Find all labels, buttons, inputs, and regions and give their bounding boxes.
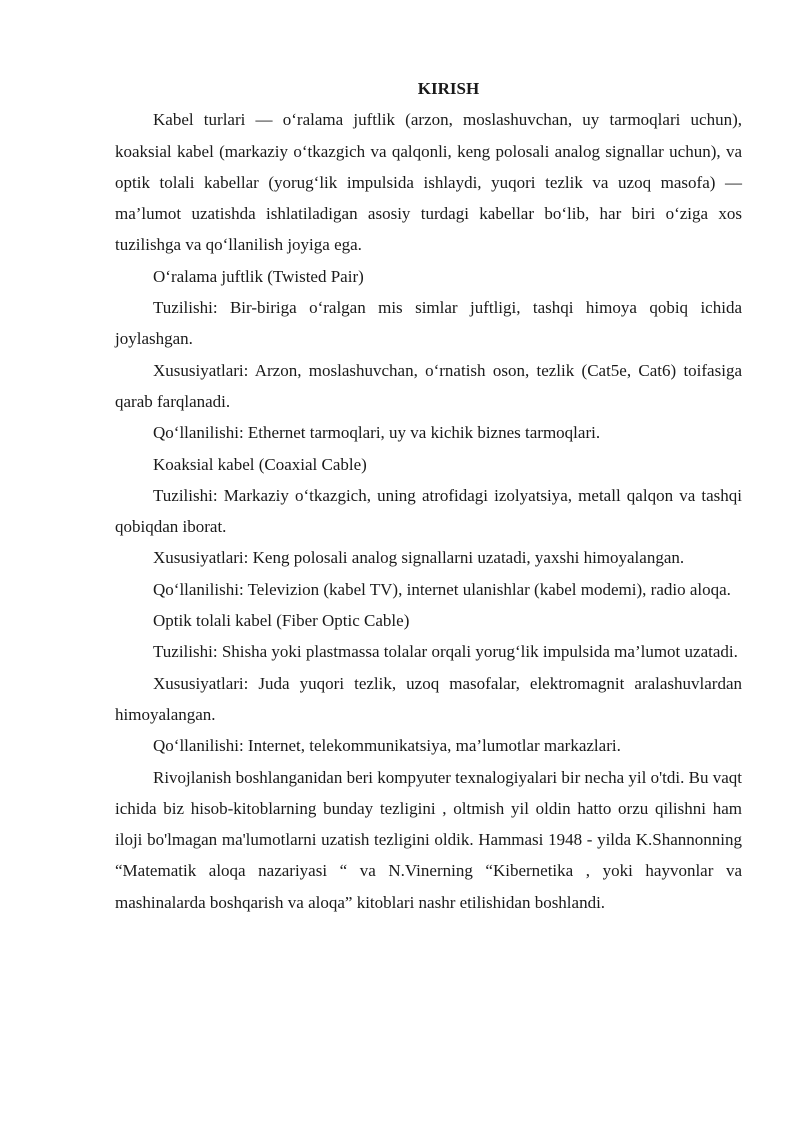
fiber-optic-usage: Qo‘llanilishi: Internet, telekommunikatsiya, ma’lumotlar markazlari. (153, 736, 621, 756)
history-paragraph: Rivojlanish boshlanganidan beri kompyuter texnalogiyalari bir necha yil o'tdi. Bu vaqt ichida biz hisob-kitoblarning bunday tezligini , oltmish yil oldin hatto orzu qilishni ham iloji bo'lmagan ma'lumotlarni uzatish tezligini oldik. Hammasi 1948 - yilda K.Shannonning “Matematik aloqa nazariyasi “ va N.Vinerning “Kibernetika , yoki hayvonlar va mashinalarda boshqarish va aloqa” kitoblari nashr etilishidan boshlandi. (115, 767, 742, 912)
section-heading-twisted-pair: O‘ralama juftlik (Twisted Pair) (153, 266, 364, 286)
intro-paragraph: Kabel turlari — o‘ralama juftlik (arzon, moslashuvchan, uy tarmoqlari uchun), koaksial kabel (markaziy o‘tkazgich va qalqonli, keng polosali analog signallar uchun), va optik tolali kabellar (yorug‘lik impulsida ishlaydi, yuqori tezlik va uzoq masofa) — ma’lumot uzatishda ishlatiladigan asosiy turdagi kabellar bo‘lib, har biri o‘ziga xos tuzilishga va qo‘llanilish joyiga ega. (115, 110, 742, 255)
coaxial-features: Xususiyatlari: Keng polosali analog signallarni uzatadi, yaxshi himoyalangan. (153, 548, 685, 568)
fiber-optic-features: Xususiyatlari: Juda yuqori tezlik, uzoq masofalar, elektromagnit aralashuvlardan himoyalangan. (115, 673, 742, 724)
twisted-pair-usage: Qo‘llanilishi: Ethernet tarmoqlari, uy va kichik biznes tarmoqlari. (153, 423, 601, 443)
fiber-optic-structure: Tuzilishi: Shisha yoki plastmassa tolalar orqali yorug‘lik impulsida ma’lumot uzatadi. (153, 642, 738, 662)
document-body (115, 73, 742, 918)
twisted-pair-features: Xususiyatlari: Arzon, moslashuvchan, o‘rnatish oson, tezlik (Cat5e, Cat6) toifasiga qarab farqlanadi. (115, 360, 742, 411)
coaxial-usage: Qo‘llanilishi: Televizion (kabel TV), internet ulanishlar (kabel modemi), radio aloqa. (153, 579, 731, 599)
section-heading-fiber-optic: Optik tolali kabel (Fiber Optic Cable) (153, 611, 410, 631)
coaxial-structure: Tuzilishi: Markaziy o‘tkazgich, uning atrofidagi izolyatsiya, metall qalqon va tashqi qobiqdan iborat. (115, 485, 742, 537)
twisted-pair-structure: Tuzilishi: Bir-biriga o‘ralgan mis simlar juftligi, tashqi himoya qobiq ichida joylashgan. (115, 298, 742, 349)
page-title: KIRISH (417, 79, 480, 98)
section-heading-coaxial: Koaksial kabel (Coaxial Cable) (153, 454, 367, 474)
